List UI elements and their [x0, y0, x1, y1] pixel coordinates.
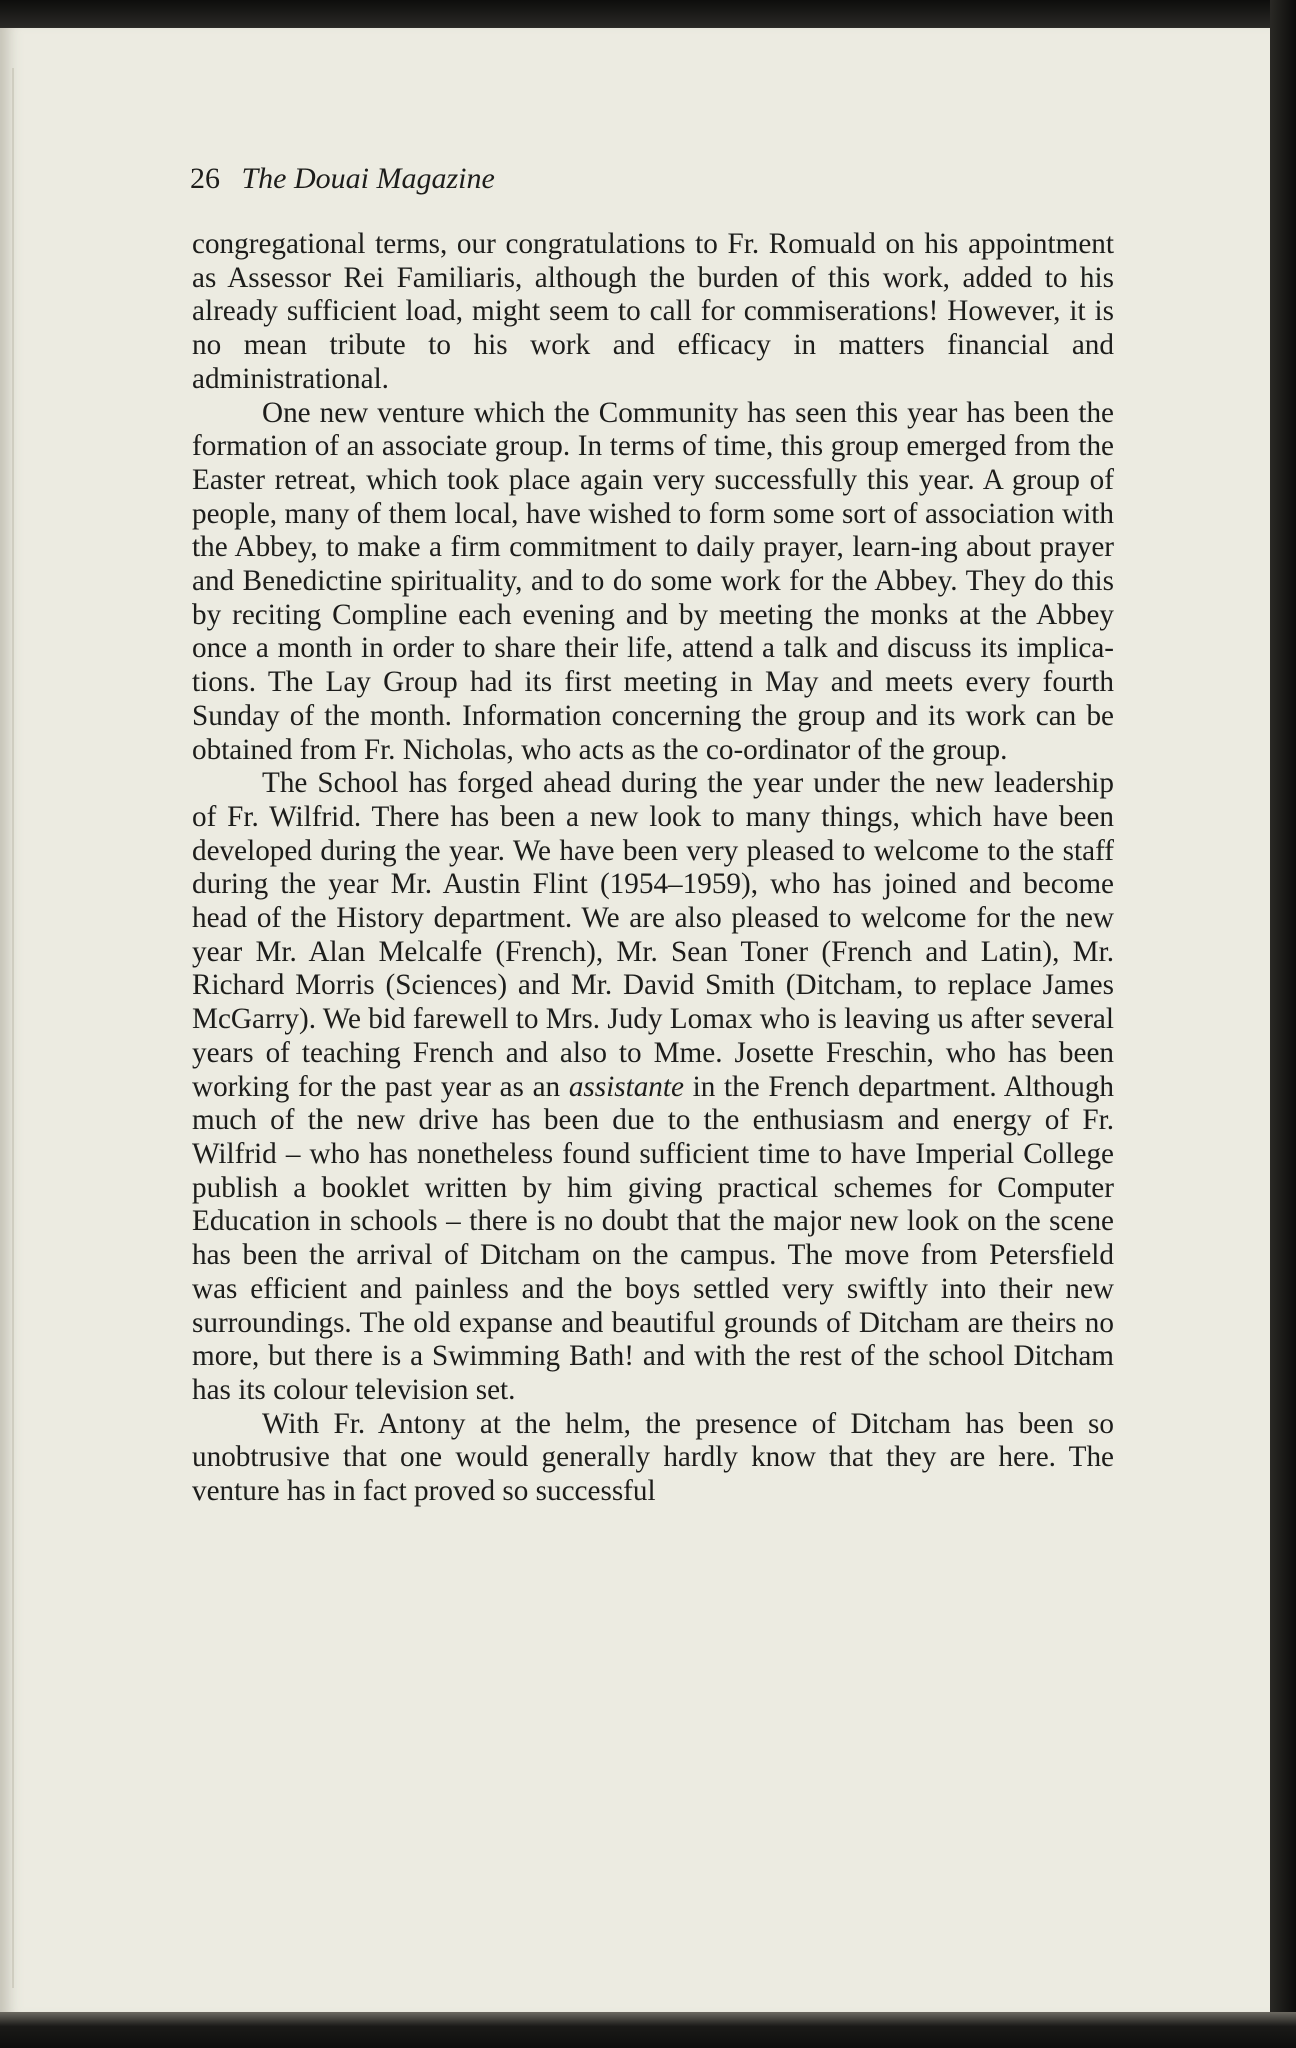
paragraph-ditcham: With Fr. Antony at the helm, the presence of Ditcham has been so unobtrusive that one would generally hardly know that they are here. The venture has in fact proved so successful: [192, 1407, 1114, 1508]
article-body: [192, 228, 1114, 1509]
page-number: 26: [190, 162, 220, 195]
paragraph-lay-group: One new venture which the Community has seen this year has been the formation of an associate group. In terms of time, this group emerged from the Easter retreat, which took place again very successfully this year. A group of people, many of them local, have wished to form some sort of association with the Abbey, to make a firm commitment to daily prayer, learn-ing about prayer and Benedictine spirituality, and to do some work for the Abbey. They do this by reciting Compline each evening and by meeting the monks at the Abbey once a month in order to share their life, attend a talk and discuss its implica-tions. The Lay Group had its first meeting in May and meets every fourth Sunday of the month. Information concerning the group and its work can be obtained from Fr. Nicholas, who acts as the co-ordinator of the group.: [192, 396, 1114, 766]
page-header: [190, 162, 495, 196]
page-gutter-line: [12, 68, 14, 1988]
book-right-edge: [1270, 0, 1296, 2048]
paragraph-school: [192, 767, 1114, 1407]
paragraph-school-text-end: in the French department. Although much of the new drive has been due to the enthusiasm and energy of Fr. Wilfrid – who has nonetheless found sufficient time to have Imperial College publish a booklet written by him giving practical schemes for Computer Education in schools – there is no doubt that the major new look on the scene has been the arrival of Ditcham on the campus. The move from Petersfield was efficient and painless and the boys settled very swiftly into their new surroundings. The old expanse and beautiful grounds of Ditcham are theirs no more, but there is a Swimming Bath! and with the rest of the school Ditcham has its colour television set.: [192, 1070, 1115, 1406]
paragraph-school-italic-word: assistante: [568, 1070, 684, 1103]
paragraph-school-text-start: The School has forged ahead during the year under the new leadership of Fr. Wilfrid. There has been a new look to many things, which have been developed during the year. We have been very pleased to welcome to the staff during the year Mr. Austin Flint (1954–1959), who has joined and become head of the History department. We are also pleased to welcome for the new year Mr. Alan Melcalfe (French), Mr. Sean Toner (French and Latin), Mr. Richard Morris (Sciences) and Mr. David Smith (Ditcham, to replace James McGarry). We bid farewell to Mrs. Judy Lomax who is leaving us after several years of teaching French and also to Mme. Josette Freschin, who has been working for the past year as an: [192, 767, 1114, 1103]
running-title: The Douai Magazine: [241, 162, 495, 195]
paragraph-romuald: congregational terms, our congratulations to Fr. Romuald on his appointment as Assessor Rei Familiaris, although the burden of this work, added to his already sufficient load, might seem to call for commiserations! However, it is no mean tribute to his work and efficacy in matters financial and administrational.: [192, 228, 1114, 395]
book-bottom-edge: [0, 2012, 1296, 2048]
